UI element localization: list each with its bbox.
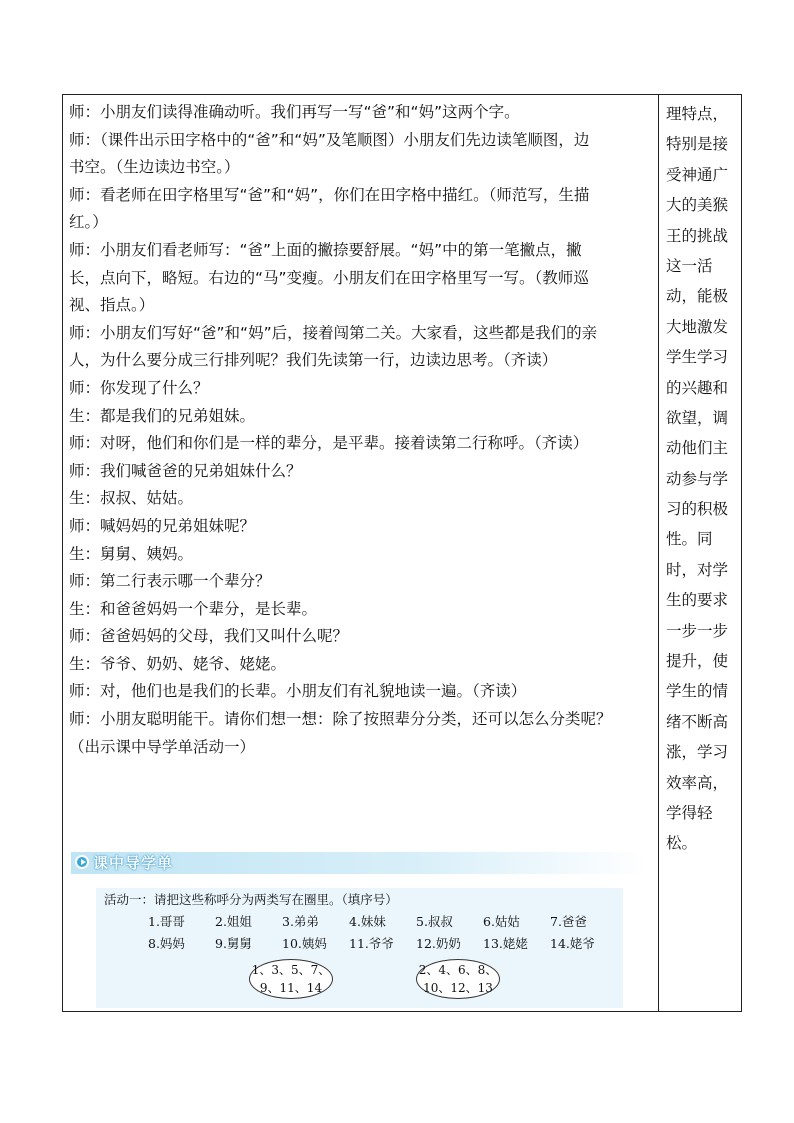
side-note-column — [666, 99, 738, 859]
dialogue-line: 师：小朋友们写好“爸”和“妈”后，接着闯第二关。大家看，这些都是我们的亲 — [69, 323, 598, 342]
side-note-line: 的兴趣和 — [666, 378, 729, 397]
side-note-line: 生的要求 — [666, 591, 729, 610]
answer-circle-line: 9、11、14 — [259, 981, 323, 995]
side-note-line: 王的挑战 — [666, 226, 729, 245]
dialogue-line: 师：对呀，他们和你们是一样的辈分，是平辈。接着读第二行称呼。（齐读） — [69, 434, 589, 453]
term-item: 12.奶奶 — [416, 936, 461, 951]
dialogue-line: 书空。（生边读边书空。） — [69, 158, 240, 177]
dialogue-line: 师：看老师在田字格里写“爸”和“妈”，你们在田字格中描红。（师范写，生描 — [69, 185, 590, 204]
dialogue-line: 生：和爸爸妈妈一个辈分，是长辈。 — [69, 599, 318, 618]
side-note-line: 动参与学 — [666, 469, 729, 488]
dialogue-line: 生：都是我们的兄弟姐妹。 — [69, 406, 256, 425]
answer-circle-2 — [416, 959, 500, 999]
term-item: 9.舅舅 — [215, 936, 252, 951]
dialogue-line: 视、指点。） — [69, 296, 155, 315]
term-item: 7.爸爸 — [550, 914, 587, 929]
lesson-table — [62, 94, 742, 1012]
term-item: 11.爷爷 — [349, 936, 394, 951]
answer-circle-line: 1、3、5、7、 — [251, 963, 331, 977]
side-note-line: 动他们主 — [666, 439, 729, 458]
dialogue-line: 师：第二行表示哪一个辈分？ — [69, 572, 271, 591]
dialogue-line: 人，为什么要分成三行排列呢？我们先读第一行，边读边思考。（齐读） — [69, 351, 558, 370]
term-item: 8.妈妈 — [148, 936, 185, 951]
answer-circle-line: 10、12、13 — [423, 981, 493, 995]
side-note-line: 大地激发 — [666, 317, 729, 336]
side-note-line: 习的积极 — [666, 500, 729, 519]
dialogue-line: 师：喊妈妈的兄弟姐妹呢？ — [69, 516, 256, 535]
side-note-line: 欲望，调 — [666, 408, 729, 427]
answer-circle-line: 2、4、6、8、 — [418, 963, 498, 977]
dialogue-line: 红。） — [69, 213, 108, 232]
side-note-line: 动，能极 — [666, 287, 729, 306]
term-item: 14.姥爷 — [550, 936, 595, 951]
term-item: 5.叔叔 — [416, 914, 453, 929]
dialogue-line: 长，点向下，略短。右边的“马”变瘦。小朋友们在田字格里写一写。（教师巡 — [69, 268, 589, 287]
side-note-line: 绪不断高 — [666, 712, 729, 731]
side-note-line: 涨，学习 — [666, 743, 729, 762]
side-note-line: 理特点， — [666, 105, 729, 123]
dialogue-line: 生：叔叔、姑姑。 — [69, 489, 194, 508]
answer-circle-1 — [249, 959, 333, 999]
side-note-line: 一步一步 — [666, 621, 729, 640]
banner-title: 课中导学单 — [93, 854, 174, 872]
side-note-line: 时，对学 — [666, 560, 729, 579]
dialogue-line: 生：舅舅、姨妈。 — [69, 544, 194, 563]
side-note-line: 大的美猴 — [666, 196, 729, 215]
term-item: 1.哥哥 — [148, 914, 185, 929]
side-note-line: 提升，使 — [666, 652, 729, 671]
term-item: 6.姑姑 — [483, 914, 520, 929]
dialogue-line: 师：小朋友聪明能干。请你们想一想：除了按照辈分分类，还可以怎么分类呢？ — [69, 710, 612, 729]
term-item: 13.姥姥 — [483, 936, 528, 951]
dialogue-line: 师：小朋友们看老师写：“爸”上面的撇捺要舒展。“妈”中的第一笔撇点，撇 — [69, 240, 582, 259]
play-icon — [75, 855, 89, 869]
term-item: 4.妹妹 — [349, 914, 386, 929]
side-note-line: 松。 — [666, 834, 698, 853]
activity-title: 活动一：请把这些称呼分为两类写在圈里。（填序号） — [104, 892, 398, 907]
dialogue-line: 师：（课件出示田字格中的“爸”和“妈”及笔顺图）小朋友们先边读笔顺图，边 — [69, 130, 590, 149]
dialogue-line: （出示课中导学单活动一） — [69, 737, 256, 756]
side-note-line: 学得轻 — [666, 803, 713, 822]
dialogue-line: 师：你发现了什么？ — [69, 378, 209, 397]
column-divider — [658, 95, 659, 1011]
side-note-line: 这一活 — [666, 256, 713, 275]
side-note-line: 特别是接 — [666, 135, 729, 154]
dialogue-line: 生：爷爷、奶奶、姥爷、姥姥。 — [69, 654, 287, 673]
side-note-line: 学生学习 — [666, 348, 729, 367]
dialogue-line: 师：爸爸妈妈的父母，我们又叫什么呢？ — [69, 627, 349, 646]
term-item: 2.姐姐 — [215, 914, 252, 929]
main-column — [69, 99, 653, 761]
side-note-line: 受神通广 — [666, 165, 729, 184]
term-item: 10.姨妈 — [282, 936, 327, 951]
dialogue-line: 师：对，他们也是我们的长辈。小朋友们有礼貌地读一遍。（齐读） — [69, 682, 527, 701]
guide-sheet-banner — [71, 852, 649, 874]
side-note-line: 性。同 — [666, 530, 713, 549]
side-note-line: 效率高， — [666, 773, 729, 792]
activity-box — [96, 888, 623, 1008]
dialogue-line: 师：小朋友们读得准确动听。我们再写一写“爸”和“妈”这两个字。 — [69, 103, 520, 121]
side-note-line: 学生的情 — [666, 682, 729, 701]
dialogue-line: 师：我们喊爸爸的兄弟姐妹什么？ — [69, 461, 302, 480]
term-item: 3.弟弟 — [282, 914, 319, 929]
